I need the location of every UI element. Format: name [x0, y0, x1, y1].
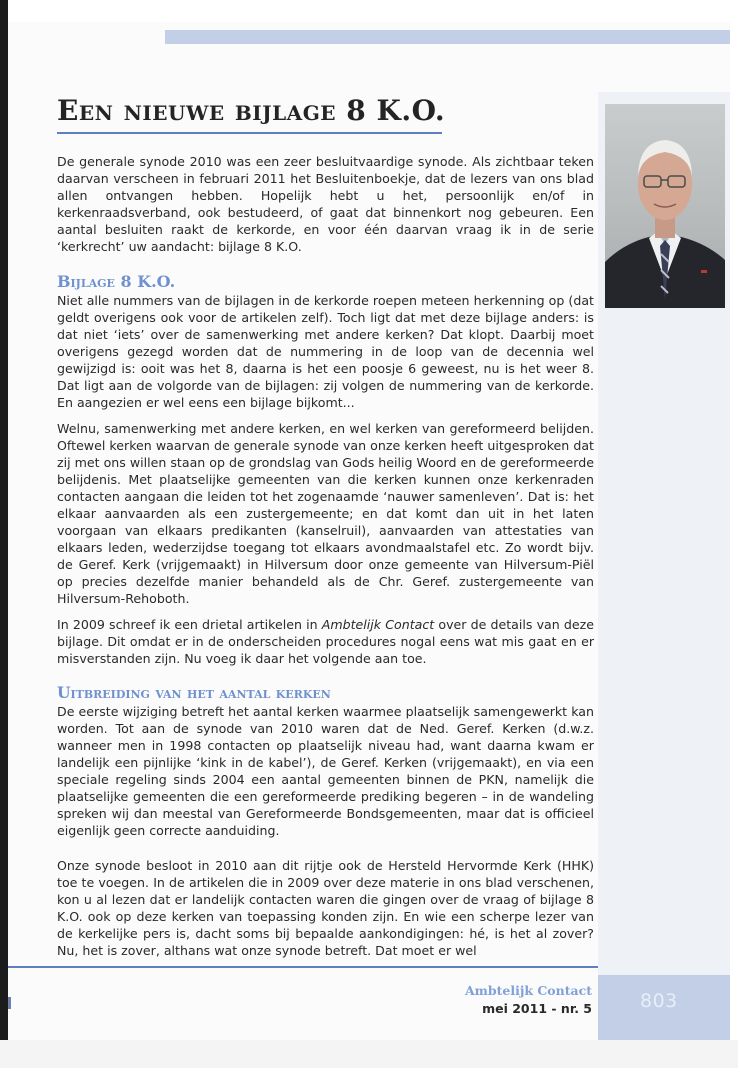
article-title: Een nieuwe bijlage 8 K.O. — [57, 94, 446, 127]
footer-issue: mei 2011 - nr. 5 — [482, 1001, 592, 1016]
intro-text: De generale synode 2010 was een zeer besluitvaardige synode. Als zichtbaar teken daarvan verscheen in februari 2011 het Besluitenboekje, dat de lezers van ons blad allen ontvangen hebben. Hopelijk hebt u het, persoonlijk en/of in kerkenraadsverband, ook bestudeerd, of gaat dat binnenkort nog gebeuren. Een aantal besluiten raakt de kerkorde, en voor één daarvan vraag ik in de serie ‘kerkrecht’ uw aandacht: bijlage 8 K.O. — [57, 154, 594, 254]
top-color-band — [165, 30, 730, 44]
intro-paragraph — [57, 153, 594, 255]
paragraph-numbering: Niet alle nummers van de bijlagen in de kerkorde roepen meteen herkenning op (dat geldt overigens ook voor de artikelen zelf). Toch ligt dat met deze bijlage anders: is dat niet ‘iets’ over de samenwerking met andere kerken? Dat klopt. Daarbij moet overigens gezegd worden dat de nummering in de loop van de decennia wel gewijzigd is: ooit was het 8, daarna is het een poosje 6 geweest, nu is het weer 8. Dat ligt aan de volgorde van de bijlagen: zij volgen de nummering van de kerkorde. En aangezien er wel eens een bijlage bijkomt... — [57, 293, 594, 410]
section-bijlage-text — [57, 292, 594, 667]
page-edge — [0, 0, 8, 1040]
paragraph-drietal-artikelen — [57, 616, 594, 667]
magazine-name-inline: Ambtelijk Contact — [321, 617, 435, 632]
section-uitbreiding-text — [57, 703, 594, 959]
footer-rule — [8, 966, 598, 968]
section-heading-bijlage: Bijlage 8 K.O. — [57, 272, 176, 291]
paragraph-hhk: Onze synode besloot in 2010 aan dit rijtje ook de Hersteld Hervormde Kerk (HHK) toe te voegen. In de artikelen die in 2009 over deze materie in ons blad verschenen, kon u al lezen dat er landelijk contacten waren die gingen over de vraag of bijlage 8 K.O. ook op deze kerken van toepassing konden zijn. En wie een scherpe lezer van de kerkelijke pers is, dacht soms bij bepaalde aankondigingen: hé, is het al zover? Nu, het is zover, althans wat onze synode betreft. Dat moet er wel — [57, 858, 594, 958]
author-photo — [605, 104, 725, 308]
paragraph-eerste-wijziging: De eerste wijziging betreft het aantal kerken waarmee plaatselijk samengewerkt kan worden. Tot aan de synode van 2010 waren dat de Ned. Geref. Kerken (d.w.z. wanneer men in 1998 contacten op plaatselijk niveau had, want daarna kwam er landelijk een pijnlijke ‘kink in de kabel’), de Geref. Kerken (vrijgemaakt), en via een speciale regeling sinds 2004 een aantal gemeenten binnen de PKN, namelijk die plaatselijke gemeenten die een gereformeerde prediking begeren – in de wandeling spreken wij dan meestal van Gereformeerde Bondsgemeenten, maar dat is officieel eigenlijk geen correcte aanduiding. — [57, 704, 594, 838]
p3-post: over de details van deze bijlage. Dit omdat er in de onderscheiden procedures nogal eens wat mis gaat en er misverstanden zijn. Nu voeg ik daar het volgende aan toe. — [57, 617, 594, 666]
footer-left-mark — [8, 997, 11, 1009]
page-number: 803 — [640, 990, 678, 1012]
page-bottom-margin — [0, 1040, 738, 1068]
section-heading-uitbreiding: Uitbreiding van het aantal kerken — [57, 683, 331, 702]
p3-pre: In 2009 schreef ik een drietal artikelen in — [57, 617, 322, 632]
paragraph-samenwerking: Welnu, samenwerking met andere kerken, en wel kerken van gereformeerd belijden. Oftewel kerken waarvan de generale synode van onze kerken heeft uitgesproken dat zij met ons willen staan op de grondslag van Gods heilig Woord en de gereformeerde belijdenis. Met plaatselijke gemeenten van die kerken kunnen onze kerkenraden contacten aangaan die leiden tot het zogenaamde ‘nauwer samenleven’. Dat is: het elkaar aanvaarden als een zustergemeente; en dat komt dan uit in het laten voorgaan van elkaars predikanten (kanselruil), aanvaarden van attestaties van elkaars leden, wederzijdse toegang tot elkaars avondmaalstafel etc. Zo wordt bijv. de Geref. Kerk (vrijgemaakt) in Hilversum door onze gemeente van Hilversum-Piël op precies dezelfde manier behandeld als de Chr. Geref. zustergemeente van Hilversum-Rehoboth. — [57, 421, 594, 606]
footer-magazine-name: Ambtelijk Contact — [464, 983, 592, 998]
title-underline — [57, 132, 442, 134]
